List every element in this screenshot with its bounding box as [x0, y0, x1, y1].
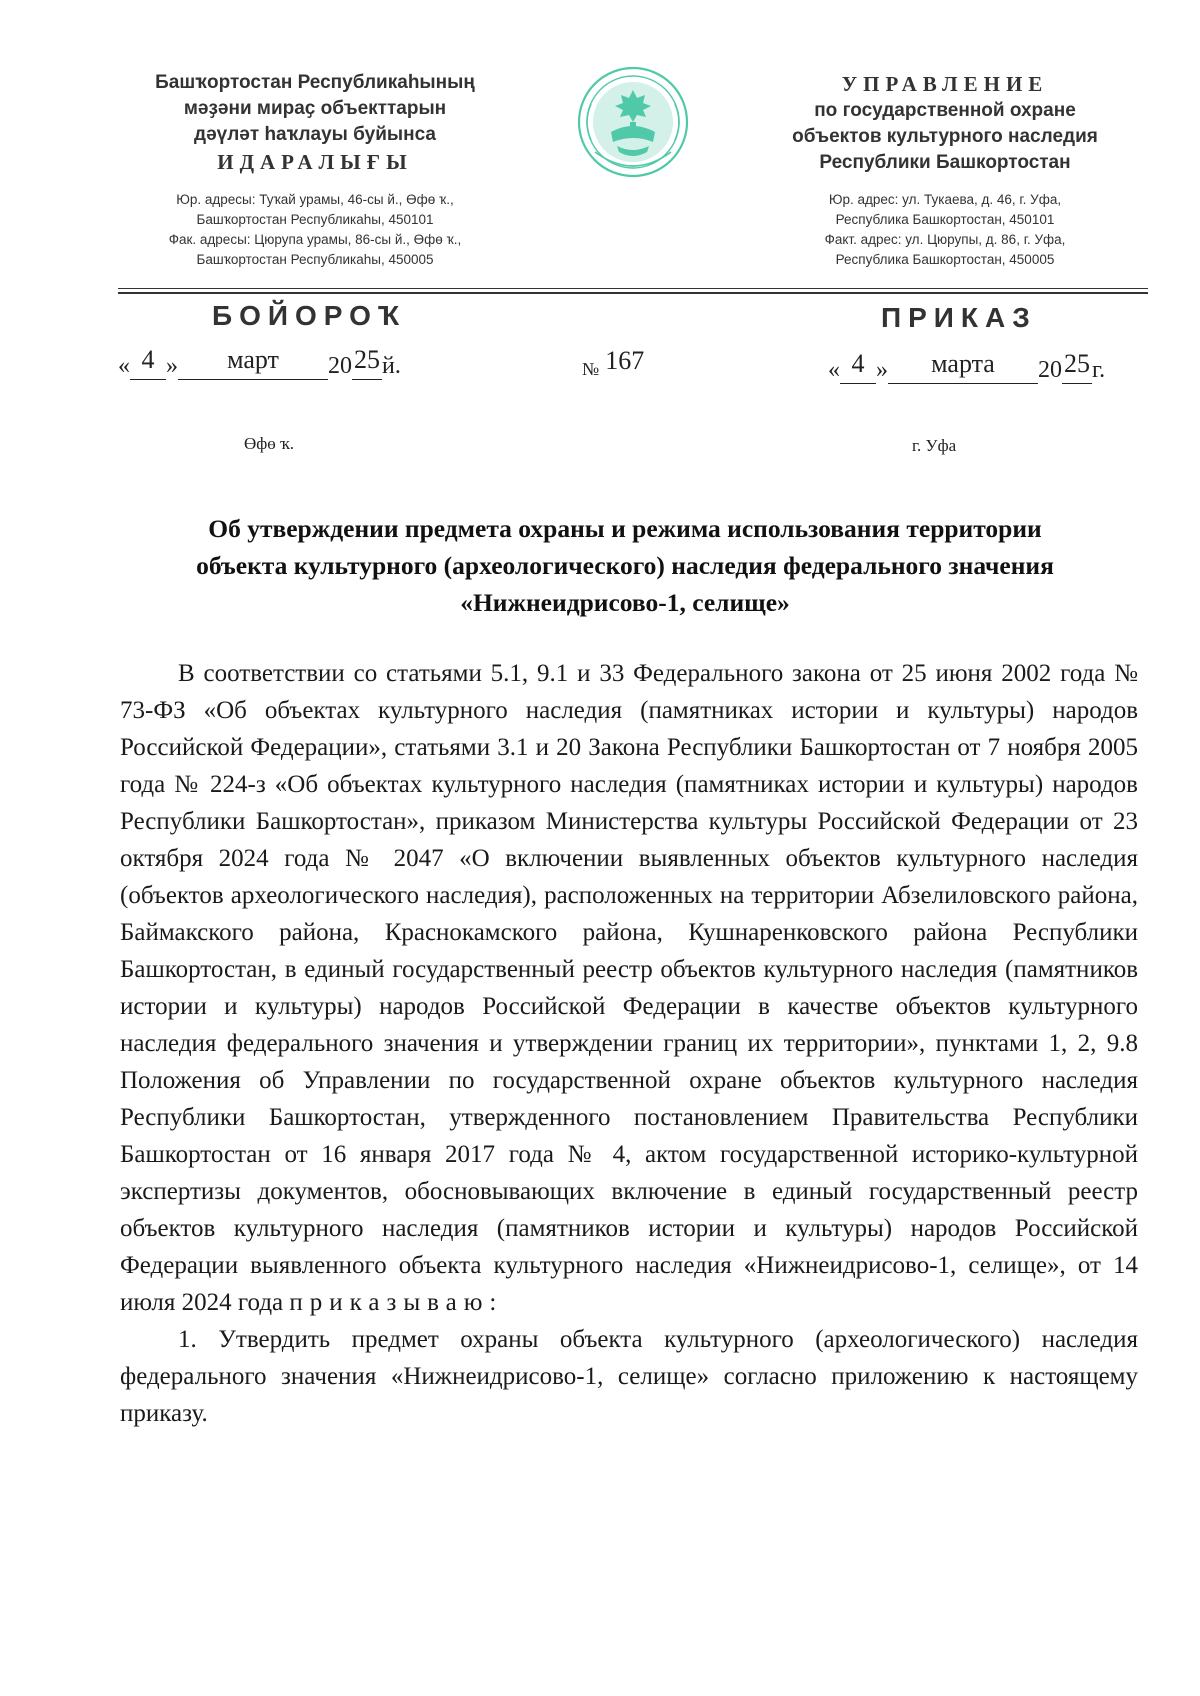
org-name-line: Республики Башкортостан: [819, 152, 1071, 173]
org-name-line: Башҡортостан Республикаһының: [155, 72, 475, 93]
order-date-russian: [828, 349, 1106, 384]
bashkortostan-emblem-icon: [573, 62, 693, 182]
date-unit: й.: [382, 353, 401, 379]
address-line: Республика Башкортостан, 450005: [835, 252, 1055, 267]
header-divider-thick: [118, 292, 1148, 294]
date-year-suffix: 25: [1064, 349, 1090, 378]
order-date-bashkir: [118, 345, 401, 380]
document-title-line: «Нижнеидрисово-1, селище»: [460, 588, 790, 617]
number-value: 167: [605, 346, 645, 375]
quote-open: «: [828, 357, 840, 383]
org-address-russian: [745, 190, 1145, 270]
org-header-russian: [745, 70, 1145, 270]
order-item: 1. Утвердить предмет охраны объекта культурного (археологического) наследия федерального значения «Нижнеидрисово-1, селище» согласно приложению к настоящему приказу.: [120, 1326, 1138, 1427]
document-title-line: объекта культурного (археологического) наследия федерального значения: [196, 551, 1054, 580]
address-line: Юр. адресы: Туҡай урамы, 46-сы й., Өфө ҡ.,: [176, 192, 454, 207]
city-russian: г. Уфа: [912, 436, 957, 455]
org-header-bashkir: [110, 70, 520, 270]
document-body: [120, 655, 1138, 1432]
body-paragraph: [120, 655, 1138, 1321]
document-title-line: Об утверждении предмета охраны и режима использования территории: [208, 514, 1042, 543]
quote-open: «: [118, 353, 130, 379]
org-address-bashkir: [110, 190, 520, 270]
date-year-prefix: 20: [328, 353, 352, 379]
order-title-russian: ПРИКАЗ: [881, 302, 1037, 333]
date-day: 4: [141, 345, 155, 374]
address-line: Юр. адрес: ул. Тукаева, д. 46, г. Уфа,: [828, 192, 1062, 207]
order-title-bashkir: БОЙОРОҠ: [212, 300, 407, 331]
date-month: март: [227, 345, 279, 374]
org-name-line: мәҙәни мираҫ объекттарын: [183, 98, 447, 119]
order-number: [582, 346, 645, 382]
quote-close: »: [166, 353, 178, 379]
header-divider-thin: [118, 288, 1148, 289]
org-name-line: по государственной охране: [814, 100, 1076, 121]
address-line: Фак. адресы: Цюрупа урамы, 86-сы й., Өфө ҡ.,: [168, 232, 462, 247]
address-line: Факт. адрес: ул. Цюрупы, д. 86, г. Уфа,: [824, 232, 1066, 247]
address-line: Башҡортостан Республикаһы, 450005: [196, 252, 434, 267]
document-title: [130, 510, 1120, 621]
org-name-spaced: УПРАВЛЕНИЕ: [841, 72, 1049, 96]
date-month: марта: [931, 349, 995, 378]
date-unit: г.: [1092, 357, 1106, 383]
body-preamble: В соответствии со статьями 5.1, 9.1 и 33 Федерального закона от 25 июня 2002 года № 73-ФЗ «Об объектах культурного наследия (памятниках истории и культуры) народов Российской Федерации», статьями 3.1 и 20 Закона Республики Башкортостан от 7 ноября 2005 года № 224-з «Об объектах культурного наследия (памятниках истории и культуры) народов Республики Башкортостан», приказом Министерства культуры Российской Федерации от 23 октября 2024 года № 2047 «О включении выявленных объектов культурного наследия (объектов археологического наследия), расположенных на территории Абзелиловского района, Баймакского района, Краснокамского района, Кушнаренковского района Республики Башкортостан, в единый государственный реестр объектов культурного наследия (памятников истории и культуры) народов Российской Федерации в качестве объектов культурного наследия федерального значения и утверждении границ их территории», пунктами 1, 2, 9.8 Положения об Управлении по государственной охране объектов культурного наследия Республики Башкортостан, утвержденного постановлением Правительства Республики Башкортостан от 16 января 2017 года № 4, актом государственной историко-культурной экспертизы документов, обосновывающих включение в единый государственный реестр объектов культурного наследия (памятников истории и культуры) народов Российской Федерации выявленного объекта культурного наследия «Нижнеидрисово-1, селище», от 14 июля 2024 года: [120, 660, 1138, 1316]
org-name-line: объектов культурного наследия: [792, 126, 1098, 147]
address-line: Республика Башкортостан, 450101: [835, 212, 1055, 227]
org-name-line: дәүләт һаҡлауы буйынса: [194, 124, 436, 145]
number-sign: №: [582, 359, 600, 379]
order-verb: приказываю:: [289, 1289, 504, 1316]
quote-close: »: [876, 357, 888, 383]
date-year-prefix: 20: [1038, 357, 1062, 383]
address-line: Башҡортостан Республикаһы, 450101: [196, 212, 434, 227]
org-name-spaced: ИДАРАЛЫҒЫ: [217, 150, 413, 174]
date-year-suffix: 25: [354, 345, 380, 374]
date-day: 4: [851, 349, 865, 378]
city-bashkir: Өфө ҡ.: [244, 434, 295, 453]
